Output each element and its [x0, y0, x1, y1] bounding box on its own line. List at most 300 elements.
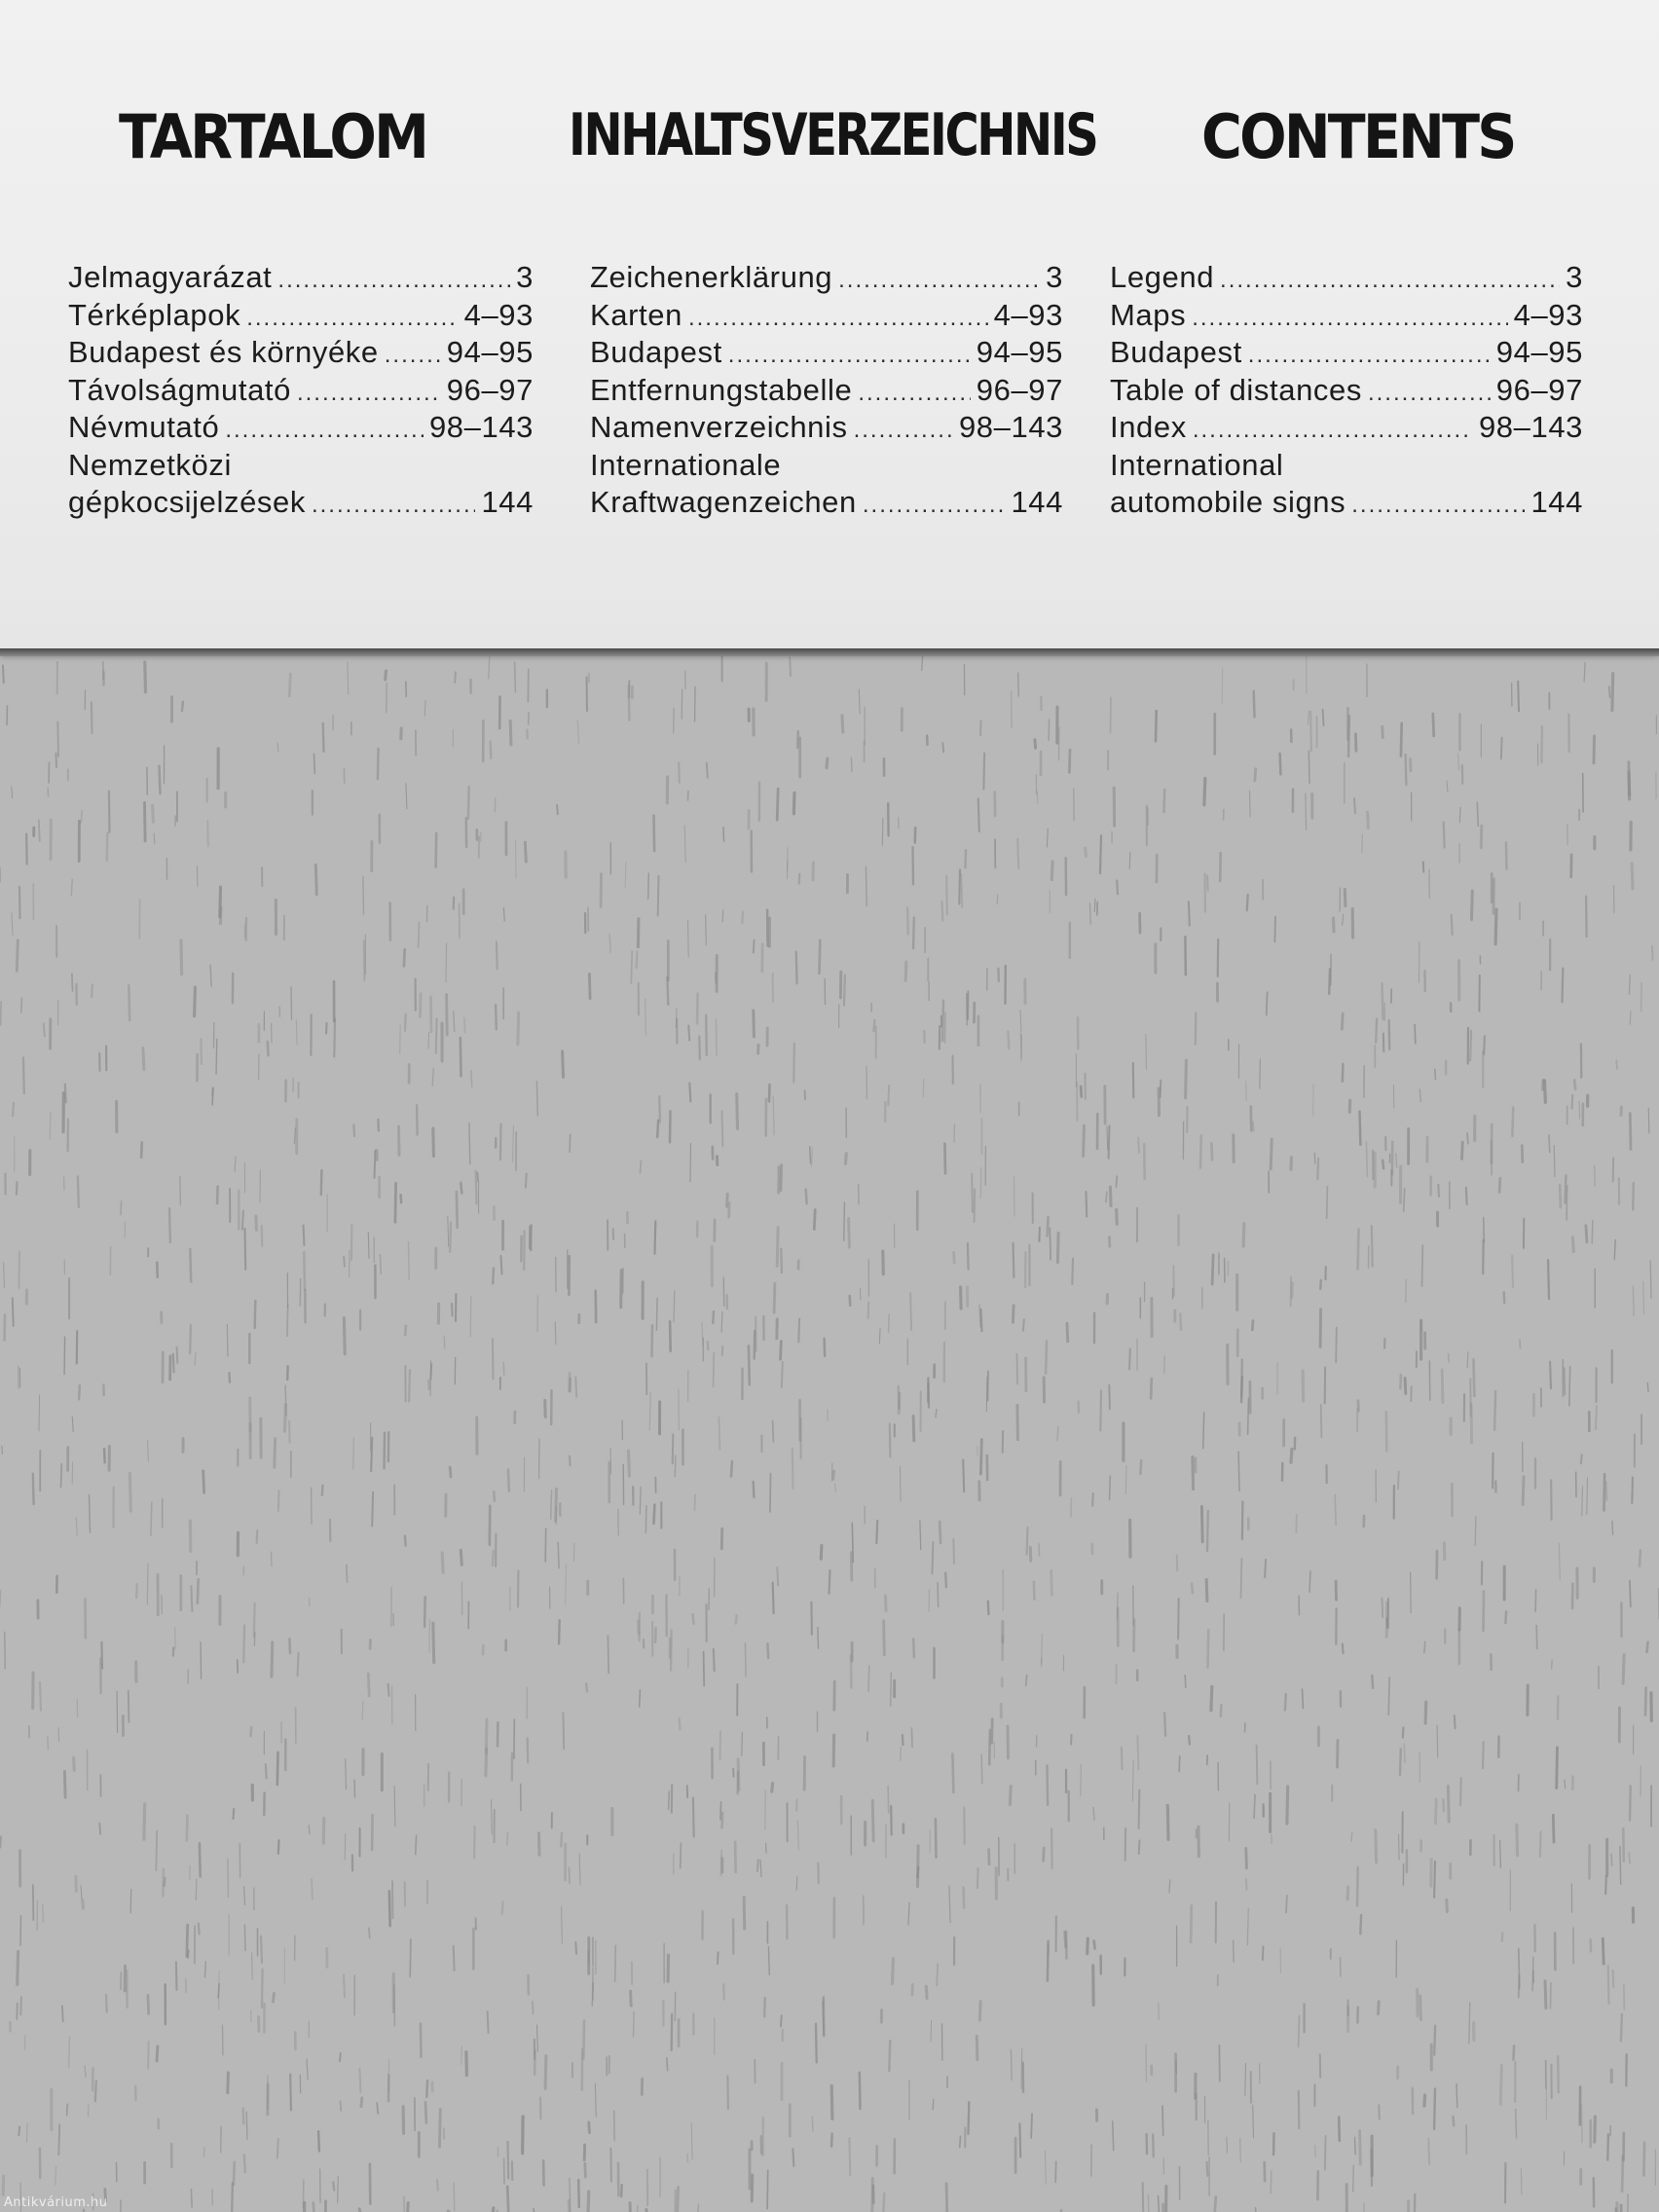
- grain-streak: [946, 2184, 947, 2212]
- grain-streak: [403, 2107, 404, 2134]
- grain-streak: [1360, 1112, 1361, 1145]
- grain-streak: [452, 1304, 453, 1315]
- grain-streak: [455, 673, 456, 683]
- grain-streak: [1207, 875, 1208, 890]
- grain-streak: [447, 995, 448, 1035]
- grain-streak: [1245, 2064, 1246, 2096]
- grain-streak: [493, 1339, 494, 1379]
- grain-streak: [1072, 1259, 1073, 1284]
- grain-streak: [901, 1466, 902, 1501]
- grain-streak: [968, 1243, 969, 1270]
- grain-streak: [76, 984, 77, 1005]
- grain-streak: [757, 1860, 758, 1871]
- grain-streak: [372, 1815, 373, 1850]
- grain-streak: [1354, 798, 1355, 813]
- grain-streak: [1196, 1014, 1197, 1045]
- grain-streak: [555, 1322, 556, 1345]
- grain-streak: [1292, 1283, 1293, 1298]
- grain-streak: [1483, 1742, 1484, 1768]
- grain-streak: [1110, 1476, 1111, 1500]
- grain-streak: [997, 895, 998, 904]
- dot-leader: [838, 262, 1040, 300]
- grain-streak: [1574, 1080, 1575, 1088]
- grain-streak: [1502, 1934, 1503, 1941]
- grain-streak: [562, 1907, 563, 1944]
- grain-streak: [954, 1252, 955, 1263]
- grain-streak: [1186, 1060, 1187, 1098]
- grain-streak: [942, 1001, 943, 1041]
- grain-streak: [851, 757, 852, 771]
- toc-entry: [68, 297, 534, 335]
- grain-streak: [417, 1105, 418, 1134]
- grain-streak: [198, 1579, 199, 1603]
- grain-streak: [1306, 793, 1307, 830]
- grain-streak: [1008, 1032, 1009, 1050]
- grain-streak: [461, 2046, 462, 2064]
- dot-leader: [385, 337, 441, 375]
- dot-leader: [728, 337, 971, 375]
- grain-streak: [109, 792, 110, 832]
- toc-entry-label: Zeichenerklärung: [590, 260, 833, 294]
- grain-streak: [433, 1128, 434, 1157]
- grain-streak: [849, 2138, 850, 2175]
- grain-streak: [1315, 2146, 1316, 2157]
- toc-entry: [1110, 484, 1583, 522]
- grain-streak: [278, 1491, 279, 1511]
- grain-streak: [496, 1005, 497, 1029]
- grain-streak: [169, 1208, 170, 1242]
- grain-streak: [1462, 765, 1463, 784]
- grain-streak: [566, 1565, 567, 1604]
- grain-streak: [1495, 909, 1496, 944]
- grain-streak: [1107, 1126, 1108, 1150]
- grain-streak: [1447, 1899, 1448, 1911]
- grain-streak: [1386, 1603, 1387, 1638]
- toc-entry-label: Térképlapok: [68, 297, 241, 332]
- grain-streak: [768, 1947, 769, 1975]
- grain-streak: [43, 1904, 44, 1922]
- grain-streak: [508, 2142, 509, 2179]
- toc-column-hungarian: [68, 259, 534, 522]
- grain-streak: [199, 1924, 200, 1935]
- toc-entry-page: 98–143: [1478, 410, 1583, 444]
- grain-streak: [913, 918, 914, 949]
- grain-streak: [1246, 1082, 1247, 1101]
- grain-streak: [1351, 1832, 1352, 1841]
- grain-streak: [76, 1517, 77, 1536]
- grain-streak: [592, 1968, 593, 2007]
- grain-streak: [1644, 2143, 1645, 2176]
- toc-entry-label: Maps: [1110, 297, 1187, 332]
- grain-streak: [1648, 1108, 1649, 1133]
- grain-streak: [58, 1728, 59, 1742]
- grain-streak: [20, 1997, 21, 2014]
- grain-streak: [1405, 1379, 1406, 1394]
- grain-streak: [752, 2175, 753, 2201]
- grain-streak: [944, 1144, 945, 1174]
- grain-streak: [1505, 1611, 1506, 1623]
- grain-streak: [570, 1134, 571, 1152]
- grain-streak: [1466, 1188, 1467, 1204]
- grain-streak: [745, 1643, 746, 1677]
- grain-streak: [1455, 1715, 1456, 1728]
- grain-streak: [13, 1298, 14, 1326]
- grain-streak: [744, 1898, 745, 1930]
- grain-streak: [160, 766, 161, 793]
- grain-streak: [1011, 2049, 1012, 2080]
- grain-streak: [173, 1354, 174, 1373]
- grain-streak: [760, 1860, 761, 1876]
- grain-streak: [314, 754, 315, 773]
- dot-leader: [246, 300, 458, 338]
- grain-streak: [737, 1094, 738, 1129]
- grain-streak: [4, 1263, 5, 1288]
- grain-streak: [529, 713, 530, 724]
- dot-leader: [312, 487, 476, 525]
- toc-entry-page: 94–95: [446, 335, 534, 369]
- grain-streak: [1612, 1521, 1613, 1534]
- grain-streak: [0, 1590, 1, 1607]
- grain-streak: [1039, 1544, 1040, 1556]
- grain-streak: [844, 1202, 845, 1240]
- grain-streak: [773, 1420, 774, 1442]
- grain-streak: [1329, 969, 1330, 994]
- grain-streak: [442, 1553, 443, 1572]
- grain-streak: [489, 655, 490, 679]
- grain-streak: [1557, 1748, 1558, 1788]
- grain-streak: [323, 1819, 324, 1844]
- grain-streak: [1558, 2056, 1559, 2092]
- toc-entry-label: Kraftwagenzeichen: [590, 485, 857, 519]
- grain-streak: [913, 1640, 914, 1658]
- grain-streak: [573, 1543, 574, 1561]
- grain-streak: [1475, 1517, 1476, 1546]
- grain-streak: [1569, 1367, 1570, 1406]
- grain-streak: [1111, 697, 1112, 732]
- grain-streak: [975, 1189, 976, 1222]
- grain-streak: [1138, 1138, 1139, 1154]
- grain-streak: [1084, 1125, 1085, 1156]
- grain-streak: [689, 1084, 690, 1102]
- grain-streak: [1008, 1726, 1009, 1758]
- grain-streak: [144, 1804, 145, 1839]
- grain-streak: [777, 789, 778, 820]
- grain-streak: [1342, 1014, 1343, 1029]
- grain-streak: [938, 1583, 939, 1607]
- grain-streak: [1207, 1511, 1208, 1551]
- grain-streak: [589, 974, 590, 998]
- grain-streak: [501, 1256, 502, 1274]
- grain-streak: [1146, 1034, 1147, 1069]
- grain-streak: [1629, 976, 1630, 995]
- grain-streak: [1343, 1644, 1344, 1654]
- grain-streak: [50, 1112, 51, 1139]
- grain-streak: [1586, 897, 1587, 938]
- grain-streak: [471, 1071, 472, 1088]
- grain-streak: [1518, 682, 1519, 712]
- grain-streak: [404, 949, 405, 966]
- grain-streak: [1303, 1371, 1304, 1401]
- grain-streak: [890, 1423, 891, 1456]
- grain-streak: [353, 1438, 354, 1469]
- grain-streak: [23, 1057, 24, 1093]
- grain-streak: [1382, 1161, 1383, 1168]
- grain-streak: [1039, 1228, 1040, 1241]
- grain-streak: [868, 1666, 869, 1691]
- grain-streak: [1257, 1746, 1258, 1785]
- grain-streak: [908, 1902, 909, 1925]
- grain-streak: [1382, 1598, 1383, 1617]
- grain-streak: [361, 2098, 362, 2107]
- grain-streak: [1483, 1239, 1484, 1273]
- grain-streak: [1559, 1543, 1560, 1579]
- grain-streak: [1143, 2183, 1144, 2212]
- grain-streak: [926, 1986, 927, 1998]
- grain-streak: [883, 1251, 884, 1274]
- grain-streak: [1454, 2117, 1455, 2125]
- grain-streak: [1519, 1975, 1520, 1997]
- grain-streak: [348, 662, 349, 693]
- toc-entry-label: International: [1110, 447, 1284, 482]
- grain-streak: [55, 2166, 56, 2184]
- grain-streak: [1594, 736, 1595, 763]
- grain-streak: [90, 1494, 91, 1532]
- grain-streak: [1444, 822, 1445, 847]
- grain-streak: [1125, 1466, 1126, 1494]
- grain-streak: [545, 2056, 546, 2089]
- grain-streak: [18, 1251, 19, 1288]
- toc-entry-page: 144: [481, 485, 534, 519]
- toc-entry-label: Budapest és környéke: [68, 335, 379, 369]
- grain-streak: [1129, 1349, 1130, 1370]
- grain-streak: [1434, 1862, 1435, 1898]
- grain-streak: [621, 1271, 622, 1308]
- grain-streak: [1460, 1778, 1461, 1805]
- grain-streak: [610, 1448, 611, 1474]
- grain-streak: [678, 2188, 679, 2212]
- grain-streak: [1581, 2104, 1582, 2142]
- grain-streak: [136, 1584, 137, 1598]
- grain-streak: [1010, 1787, 1011, 1805]
- grain-streak: [1069, 750, 1070, 772]
- grain-streak: [318, 2131, 319, 2151]
- grain-streak: [1362, 834, 1363, 852]
- grain-streak: [389, 1892, 390, 1927]
- grain-streak: [693, 1798, 694, 1837]
- grain-streak: [595, 2083, 596, 2117]
- grain-streak: [1372, 1676, 1373, 1688]
- grain-streak: [537, 2025, 538, 2051]
- toc-entry-page: 4–93: [1513, 297, 1583, 332]
- grain-streak: [945, 1013, 946, 1043]
- dot-leader: [297, 375, 441, 413]
- grain-streak: [670, 1321, 671, 1350]
- grain-streak: [243, 1625, 244, 1662]
- grain-streak: [1133, 1063, 1134, 1098]
- grain-streak: [1252, 1321, 1253, 1330]
- grain-streak: [1320, 1309, 1321, 1347]
- grain-streak: [21, 998, 22, 1013]
- grain-streak: [191, 1586, 192, 1611]
- grain-streak: [831, 2134, 832, 2147]
- grain-streak: [1443, 1799, 1444, 1811]
- grain-streak: [1291, 1449, 1292, 1462]
- grain-streak: [1286, 1896, 1287, 1912]
- grain-streak: [583, 2020, 584, 2058]
- watermark-text: Antikvárium.hu: [4, 2195, 108, 2210]
- grain-streak: [949, 1886, 950, 1923]
- grain-streak: [72, 1417, 73, 1431]
- grain-streak: [1144, 1144, 1145, 1179]
- grain-streak: [287, 1306, 288, 1337]
- grain-streak: [1045, 2151, 1046, 2185]
- grain-streak: [1030, 1547, 1031, 1561]
- grain-streak: [421, 994, 422, 1017]
- grain-streak: [621, 2185, 622, 2196]
- grain-streak: [657, 1121, 658, 1137]
- grain-streak: [691, 2123, 692, 2159]
- grain-streak: [816, 2024, 817, 2063]
- grain-streak: [723, 828, 724, 841]
- grain-streak: [727, 1194, 728, 1206]
- grain-streak: [201, 1642, 202, 1678]
- grain-streak: [812, 2117, 813, 2131]
- grain-streak: [742, 912, 743, 924]
- grain-streak: [268, 1042, 269, 1055]
- grain-streak: [147, 1564, 148, 1604]
- grain-streak: [153, 805, 154, 822]
- grain-streak: [793, 793, 794, 814]
- grain-streak: [212, 1088, 213, 1095]
- grain-streak: [1484, 1592, 1485, 1631]
- grain-streak: [406, 784, 407, 809]
- grain-streak: [637, 951, 638, 968]
- grain-streak: [891, 1673, 892, 1706]
- grain-streak: [1110, 1187, 1111, 1205]
- grain-streak: [154, 833, 155, 843]
- grain-streak: [274, 1993, 275, 2002]
- grain-streak: [1565, 1368, 1566, 1394]
- grain-streak: [640, 1487, 641, 1514]
- grain-streak: [20, 1916, 21, 1946]
- grain-streak: [1429, 1361, 1430, 1400]
- grain-streak: [246, 2112, 247, 2139]
- grain-streak: [667, 2058, 668, 2071]
- grain-streak: [439, 2109, 440, 2147]
- grain-streak: [720, 1802, 721, 1820]
- grain-streak: [563, 1051, 564, 1077]
- grain-streak: [818, 1628, 819, 1649]
- grain-streak: [307, 2059, 308, 2080]
- grain-streak: [891, 1806, 892, 1835]
- grain-streak: [39, 1395, 40, 1431]
- grain-streak: [1633, 1183, 1634, 1209]
- grain-streak: [1494, 1391, 1495, 1430]
- grain-streak: [1113, 2121, 1114, 2151]
- grain-streak: [1620, 1847, 1621, 1885]
- grain-streak: [1406, 755, 1407, 785]
- toc-entry: [1110, 409, 1583, 447]
- grain-streak: [1251, 1107, 1252, 1131]
- grain-streak: [1404, 1744, 1405, 1762]
- toc-entry-label: Jelmagyarázat: [68, 260, 273, 294]
- grain-streak: [364, 940, 365, 981]
- grain-streak: [559, 1620, 560, 1643]
- grain-streak: [323, 723, 324, 752]
- grain-streak: [713, 1311, 714, 1323]
- grain-streak: [187, 1925, 188, 1956]
- grain-streak: [972, 1174, 973, 1212]
- grain-streak: [1260, 1059, 1261, 1088]
- grain-streak: [201, 1039, 202, 1064]
- grain-streak: [1623, 1655, 1624, 1684]
- grain-streak: [1388, 1677, 1389, 1714]
- grain-streak: [234, 2162, 235, 2185]
- grain-streak: [62, 2006, 63, 2021]
- grain-streak: [326, 1023, 327, 1034]
- grain-streak: [148, 1441, 149, 1461]
- grain-streak: [977, 1868, 978, 1888]
- grain-streak: [638, 2206, 639, 2212]
- grain-streak: [722, 1111, 723, 1146]
- grain-streak: [405, 1326, 406, 1335]
- grain-streak: [1535, 1590, 1536, 1611]
- grain-streak: [1550, 1362, 1551, 1388]
- grain-streak: [64, 1772, 65, 1798]
- grain-streak: [18, 2127, 19, 2136]
- toc-entry-label: Index: [1110, 410, 1187, 444]
- grain-streak: [315, 865, 316, 894]
- grain-streak: [1271, 2171, 1272, 2194]
- grain-streak: [386, 671, 387, 680]
- grain-streak: [723, 1984, 724, 1999]
- grain-streak: [518, 1013, 519, 1044]
- grain-streak: [17, 2004, 18, 2019]
- grain-streak: [1469, 2003, 1470, 2044]
- grain-streak: [695, 1494, 696, 1510]
- grain-streak: [200, 1843, 201, 1876]
- grain-streak: [1247, 895, 1248, 910]
- grain-streak: [1358, 1230, 1359, 1270]
- grain-streak: [629, 685, 630, 719]
- grain-streak: [454, 2183, 455, 2211]
- grain-streak: [1021, 1035, 1022, 1061]
- grain-streak: [1467, 1133, 1468, 1144]
- grain-streak: [232, 2183, 233, 2212]
- grain-streak: [706, 915, 707, 945]
- grain-streak: [1042, 1634, 1043, 1663]
- grain-streak: [754, 940, 755, 953]
- grain-streak: [1140, 1460, 1141, 1474]
- grain-streak: [491, 742, 492, 758]
- grain-streak: [1323, 710, 1324, 725]
- grain-streak: [494, 1492, 495, 1500]
- grain-streak: [26, 834, 27, 865]
- grain-streak: [217, 1187, 218, 1203]
- grain-streak: [558, 1542, 559, 1568]
- grain-streak: [1349, 1100, 1350, 1112]
- grain-streak: [13, 1103, 14, 1116]
- grain-streak: [655, 1221, 656, 1253]
- grain-streak: [503, 908, 504, 921]
- grain-streak: [1541, 726, 1542, 762]
- grain-streak: [820, 940, 821, 974]
- grain-streak: [638, 919, 639, 947]
- grain-streak: [448, 1216, 449, 1246]
- grain-streak: [69, 2037, 70, 2067]
- grain-streak: [363, 876, 364, 914]
- grain-streak: [652, 1325, 653, 1356]
